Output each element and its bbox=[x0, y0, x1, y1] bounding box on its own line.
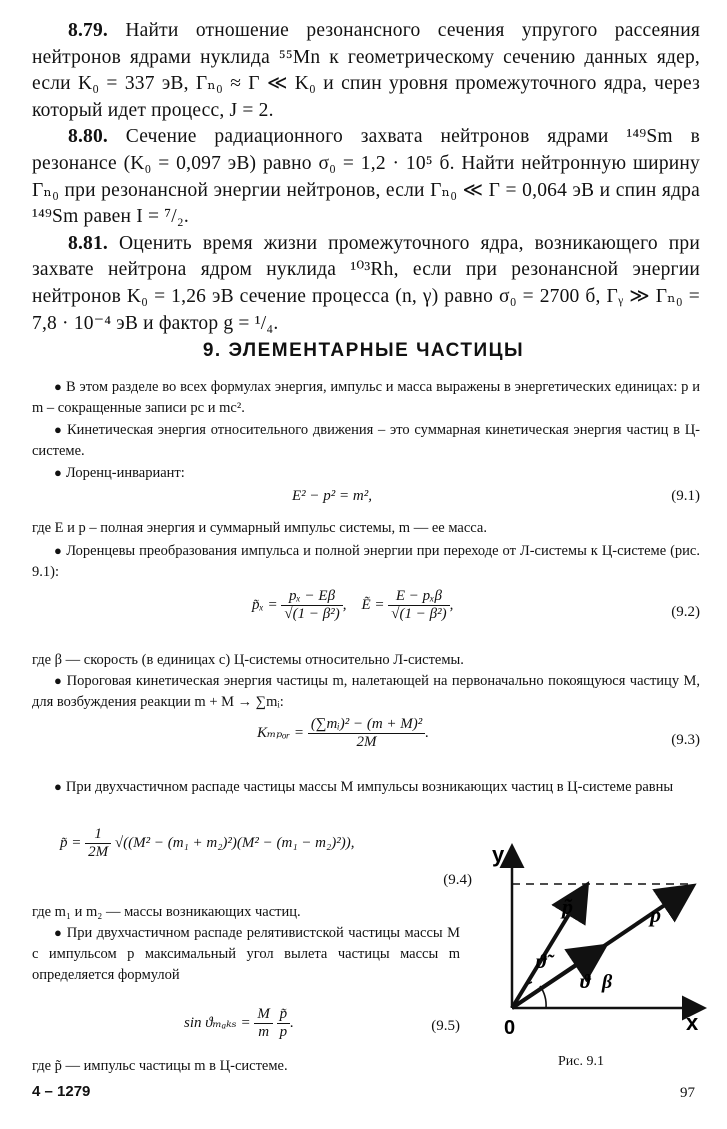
bullet-dot-icon: ● bbox=[54, 543, 63, 558]
bullet-units: ● В этом разделе во всех формулах энергия, импульс и масса выражены в энергетических единицах: p и m – сокращенные записи pc и mc². bbox=[32, 379, 700, 416]
px-fraction: $\frac{\text{pₓ − Eβ}}{\text{√(1 − β²)}}$ bbox=[281, 588, 342, 623]
where-line-2: где β — скорость (в единицах c) Ц-системы относительно Л-системы. bbox=[32, 652, 464, 668]
bullet-invariant: ● Лоренц-инвариант: bbox=[54, 465, 185, 481]
theta-label: ϑ bbox=[580, 971, 591, 993]
bullet-max-angle: ● При двухчастичном распаде релятивистской частицы массы M с импульсом p максимальный угол вылета частицы массы m определяется формулой bbox=[32, 925, 460, 983]
bullet-dot-icon: ● bbox=[54, 465, 62, 480]
where-line-1: где E и p – полная энергия и суммарный импульс системы, m — ее масса. bbox=[32, 520, 487, 536]
page-number: 97 bbox=[680, 1085, 695, 1101]
problem-number: 8.80. bbox=[68, 126, 108, 148]
ptilde-vector bbox=[512, 888, 585, 1008]
k-fraction: $\frac{\text{(∑mᵢ)² − (m + M)²}}{2M}$ bbox=[308, 716, 425, 751]
sin-lhs: sin ϑₘₐₖₛ = bbox=[184, 1014, 251, 1031]
where-line-4: где p̃ — импульс частицы m в Ц-системе. bbox=[32, 1058, 288, 1074]
problem-number: 8.79. bbox=[68, 20, 108, 41]
bullet-kinetic: ● Кинетическая энергия относительного движения – это суммарная кинетическая энергия частиц в Ц-системе. bbox=[32, 422, 700, 459]
equation-9-3: Kₘₚₒᵣ = $\frac{\text{(∑mᵢ)² − (m + M)²}}{2M}$ . (9.3) bbox=[257, 716, 700, 750]
equation-number: (9.4) bbox=[443, 872, 472, 888]
chapter-title: 9. ЭЛЕМЕНТАРНЫЕ ЧАСТИЦЫ bbox=[202, 340, 525, 361]
where-line-3: где m₁ и m₂ — массы возникающих частиц. bbox=[32, 904, 301, 920]
equation-9-4 bbox=[32, 826, 472, 896]
equation-9-2: p̃ₓ = $\frac{\text{pₓ − Eβ}}{\text{√(1 − β²)}}$ , Ẽ = $\frac{\text{E − pₓβ}}{\text{√(1 − β²)}}$ , (9.2) bbox=[252, 588, 700, 622]
problem-8-79 bbox=[32, 18, 700, 124]
threshold-bullet-block bbox=[32, 670, 700, 713]
equation-number: (9.1) bbox=[671, 488, 700, 504]
k-lhs: Kₘₚₒᵣ = bbox=[257, 724, 305, 741]
ptilde-lhs: p̃ = bbox=[60, 834, 82, 851]
ptilde-label: p̃ bbox=[562, 894, 573, 919]
equation-number: (9.2) bbox=[671, 604, 700, 620]
px-lhs: p̃ₓ = bbox=[252, 596, 278, 613]
problem-text: Оценить время жизни промежуточного ядра, возникающего при захвате нейтрона ядром нуклида ¹⁰³Rh, если при резонансной энергии нейтронов K₀ = 1,26 эВ сечение процесса (n, γ) равно σ₀ = 2700 б, Γᵧ ≫ Γₙ₀ = 7,8 · 10⁻⁴ эВ и фактор g = ¹/₄. bbox=[32, 232, 700, 334]
e-lhs: Ẽ = bbox=[361, 596, 385, 613]
bullet-threshold: ● Пороговая кинетическая энергия частицы m, налетающей на первоначально покоящуюся частицу M, для возбуждения реакции m + M → ∑mᵢ: bbox=[32, 673, 700, 710]
bullet-dot-icon: ● bbox=[54, 779, 62, 794]
problem-text: Найти отношение резонансного сечения упругого рассеяния нейтронов ядрами нуклида ⁵⁵Mn к геометрическому сечению данных ядер, если K₀ = 337 эВ, Γₙ₀ ≈ Γ ≪ K₀ и спин уровня промежуточного ядра, через который идет процесс, J = 2. bbox=[32, 20, 701, 121]
origin-label: 0 bbox=[504, 1017, 516, 1039]
figure-caption: Рис. 9.1 bbox=[558, 1054, 604, 1069]
problem-text: Сечение радиационного захвата нейтронов ядрами ¹⁴⁹Sm в резонансе (K₀ = 0,097 эВ) равно σ₀ = 1,2 · 10⁵ б. Найти нейтронную ширину Γₙ₀ при резонансной энергии нейтронов, если Γₙ₀ ≪ Γ = 0,064 эВ и спин ядра ¹⁴⁹Sm равен I = ⁷/₂. bbox=[32, 126, 700, 228]
momentum-diagram bbox=[490, 840, 710, 1080]
equation-body: E² − p² = m², bbox=[292, 488, 372, 504]
bullet-decay: ● При двухчастичном распаде частицы массы M импульсы возникающих частиц в Ц-системе равны bbox=[54, 779, 674, 795]
bullet-dot-icon: ● bbox=[54, 925, 63, 940]
figure-9-1 bbox=[490, 840, 710, 1080]
angle-bullet-block bbox=[32, 922, 460, 986]
problem-8-81 bbox=[32, 231, 700, 337]
theta-tilde-label: ϑ̃ bbox=[536, 951, 547, 973]
beta-label: β bbox=[602, 971, 613, 993]
p-ratio-fraction: $\frac{p̃}{p}$ bbox=[277, 1006, 291, 1041]
signature-mark: 4 – 1279 bbox=[32, 1083, 91, 1100]
e-fraction: $\frac{\text{E − pₓβ}}{\text{√(1 − β²)}}$ bbox=[388, 588, 449, 623]
intro-bullets bbox=[32, 376, 700, 484]
problem-number: 8.81. bbox=[68, 232, 108, 254]
bullet-lorentz: ● Лоренцевы преобразования импульса и полной энергии при переходе от Л-системы к Ц-системе (рис. 9.1): bbox=[32, 543, 700, 580]
p-label: p bbox=[650, 902, 661, 927]
equation-9-5: sin ϑₘₐₖₛ = $\frac{M}{m}$ $\frac{p̃}{p}$ . (9.5) bbox=[184, 1006, 460, 1040]
equation-number: (9.5) bbox=[431, 1018, 460, 1034]
decay-bullet-block bbox=[32, 776, 700, 798]
x-label: x bbox=[686, 1010, 699, 1035]
m-ratio-fraction: $\frac{M}{m}$ bbox=[254, 1006, 273, 1041]
lorentz-bullet-block bbox=[32, 540, 700, 583]
problem-8-80 bbox=[32, 124, 700, 230]
problems-block bbox=[32, 18, 700, 337]
sqrt-expression: √((M² − (m₁ + m₂)²)(M² − (m₁ − m₂)²)), bbox=[114, 834, 355, 851]
equation-number: (9.3) bbox=[671, 732, 700, 748]
bullet-dot-icon: ● bbox=[54, 673, 63, 688]
bullet-dot-icon: ● bbox=[54, 379, 63, 394]
bullet-dot-icon: ● bbox=[54, 422, 63, 437]
half-m-fraction: $\frac{1}{2M}$ bbox=[85, 826, 111, 861]
y-label: y bbox=[492, 842, 505, 867]
